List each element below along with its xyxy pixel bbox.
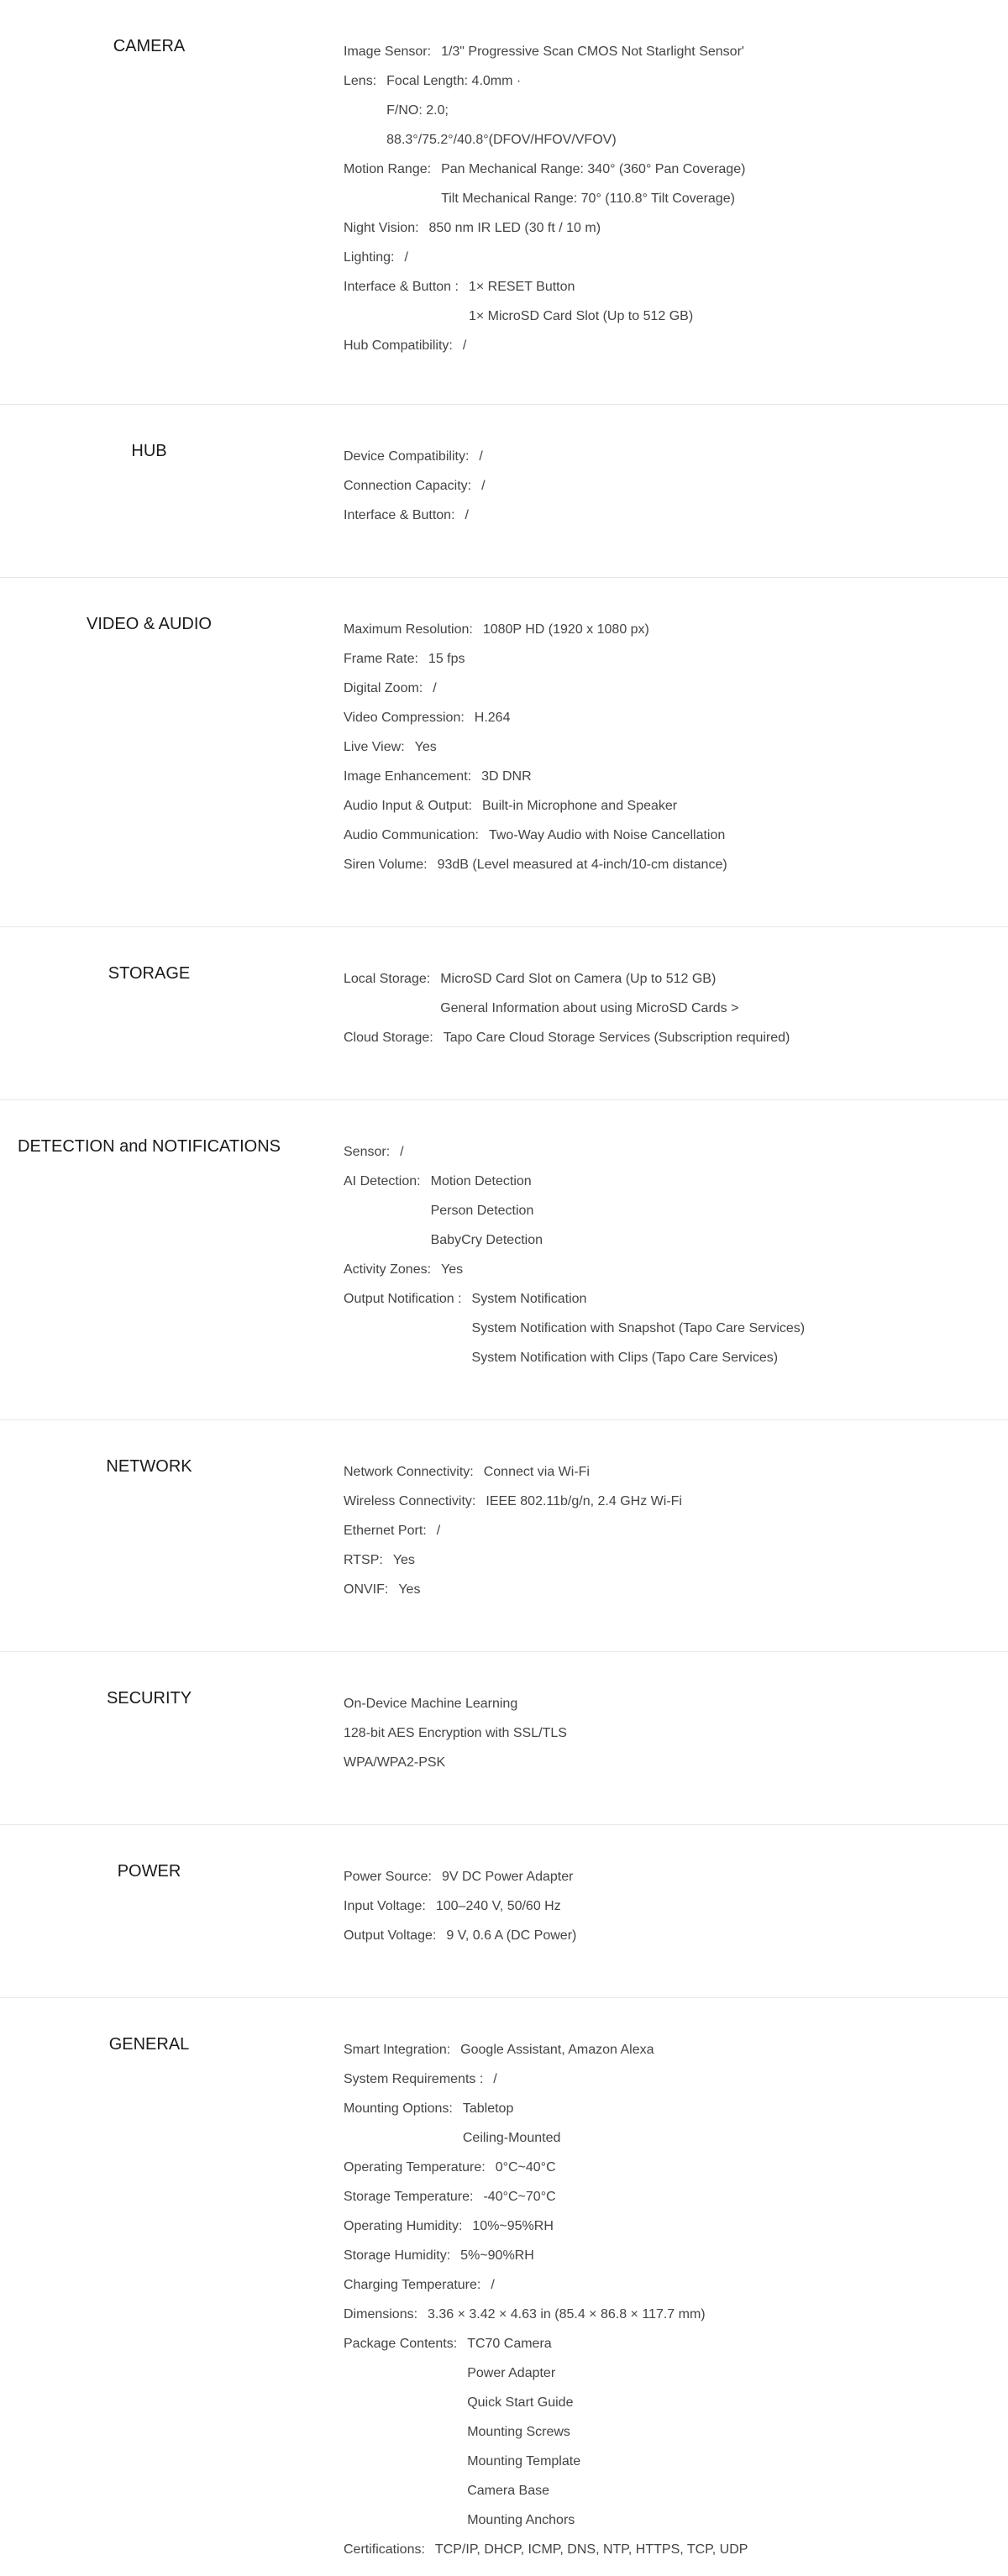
- spec-label: Sensor:: [344, 1145, 391, 1159]
- spec-values: [441, 1255, 463, 1284]
- spec-label: Image Enhancement:: [344, 769, 472, 784]
- spec-values: [441, 37, 744, 66]
- spec-list: [344, 37, 974, 360]
- spec-label: Charging Temperature:: [344, 2278, 481, 2292]
- spec-value: TCP/IP, DHCP, ICMP, DNS, NTP, HTTPS, TCP, UDP: [434, 2542, 748, 2557]
- spec-row-dimensions: [344, 2300, 974, 2329]
- spec-value: 93dB (Level measured at 4-inch/10-cm distance): [437, 858, 727, 872]
- spec-values: [428, 644, 465, 674]
- section-camera: [0, 0, 1008, 405]
- spec-values: [386, 66, 617, 155]
- spec-row-input-voltage: [344, 1891, 974, 1921]
- section-title: SECURITY: [106, 1689, 192, 1708]
- spec-row-video-compression: [344, 703, 974, 732]
- spec-row-operating-humidity: [344, 2211, 974, 2241]
- spec-value: Camera Base: [467, 2484, 550, 2498]
- spec-row-system-requirements: [344, 2064, 974, 2094]
- spec-values: [484, 1457, 590, 1487]
- spec-row-frame-rate: [344, 644, 974, 674]
- spec-label: Frame Rate:: [344, 652, 418, 666]
- spec-row-local-storage: [344, 964, 974, 1023]
- spec-label: RTSP:: [344, 1553, 383, 1567]
- spec-values: [472, 1284, 806, 1372]
- section-title: HUB: [131, 442, 167, 460]
- spec-value: Tilt Mechanical Range: 70° (110.8° Tilt Coverage): [441, 191, 735, 206]
- spec-row-siren-volume: [344, 850, 974, 879]
- spec-value: /: [436, 1524, 441, 1538]
- spec-label: Output Voltage:: [344, 1928, 437, 1943]
- spec-values: [479, 442, 482, 471]
- spec-value: Yes: [398, 1582, 421, 1597]
- spec-value: Pan Mechanical Range: 340° (360° Pan Coverage): [441, 162, 746, 176]
- spec-row-output-voltage: [344, 1921, 974, 1950]
- spec-values: [393, 1545, 415, 1575]
- spec-row-sensor: [344, 1137, 974, 1167]
- spec-values: [483, 2182, 555, 2211]
- spec-label: Local Storage:: [344, 972, 431, 986]
- spec-row-live-view: [344, 732, 974, 762]
- spec-row-wireless-connectivity: [344, 1487, 974, 1516]
- spec-list: [344, 442, 974, 530]
- spec-row-network-connectivity: [344, 1457, 974, 1487]
- spec-value: 1× MicroSD Card Slot (Up to 512 GB): [468, 309, 694, 323]
- spec-row-package-contents: [344, 2329, 974, 2535]
- spec-label: Video Compression:: [344, 711, 465, 725]
- spec-value: /: [479, 449, 483, 464]
- spec-value: 9V DC Power Adapter: [441, 1870, 574, 1884]
- spec-value: /: [400, 1145, 404, 1159]
- spec-label: Network Connectivity:: [344, 1465, 474, 1479]
- spec-label: Ethernet Port:: [344, 1524, 427, 1538]
- spec-label: ONVIF:: [344, 1582, 389, 1597]
- spec-row-image-sensor: [344, 37, 974, 66]
- spec-label: Output Notification :: [344, 1292, 462, 1306]
- spec-values: [429, 213, 601, 243]
- spec-label: Power Source:: [344, 1870, 432, 1884]
- spec-values: [400, 1137, 403, 1167]
- spec-label: Activity Zones:: [344, 1262, 432, 1277]
- spec-value: Power Adapter: [467, 2366, 556, 2380]
- spec-value: Connect via Wi-Fi: [483, 1465, 590, 1479]
- spec-value: System Notification with Clips (Tapo Care Services): [471, 1351, 779, 1365]
- spec-row-interface-button: [344, 501, 974, 530]
- spec-value: /: [462, 338, 467, 353]
- section-storage: [0, 927, 1008, 1100]
- spec-row-audio-communication: [344, 821, 974, 850]
- section-network: [0, 1420, 1008, 1652]
- spec-label: Package Contents:: [344, 2337, 458, 2351]
- spec-row-mounting-options: [344, 2094, 974, 2153]
- section-detection-notifications: [0, 1100, 1008, 1420]
- spec-value: /: [404, 250, 408, 265]
- spec-value: 1080P HD (1920 x 1080 px): [482, 622, 649, 637]
- spec-value: Two-Way Audio with Noise Cancellation: [488, 828, 726, 842]
- spec-row-image-enhancement: [344, 762, 974, 791]
- spec-label: Night Vision:: [344, 221, 419, 235]
- spec-label: Storage Humidity:: [344, 2248, 451, 2263]
- section-title: DETECTION and NOTIFICATIONS: [18, 1137, 281, 1156]
- spec-value: /: [493, 2072, 497, 2086]
- spec-value: MicroSD Card Slot on Camera (Up to 512 GB): [440, 972, 717, 986]
- spec-value: Yes: [414, 740, 437, 754]
- spec-value: Motion Detection: [430, 1174, 532, 1188]
- spec-values: [433, 674, 436, 703]
- spec-value: Tapo Care Cloud Storage Services (Subscription required): [443, 1031, 790, 1045]
- spec-value: Ceiling-Mounted: [462, 2131, 561, 2145]
- section-title: STORAGE: [108, 964, 191, 983]
- spec-value: Mounting Screws: [467, 2425, 570, 2439]
- spec-value: Yes: [441, 1262, 464, 1277]
- spec-value: 3D DNR: [481, 769, 532, 784]
- spec-value: 850 nm IR LED (30 ft / 10 m): [428, 221, 601, 235]
- spec-values: [463, 331, 466, 360]
- spec-label: Hub Compatibility:: [344, 338, 453, 353]
- spec-row-motion-range: [344, 155, 974, 213]
- spec-row-audio-input-output: [344, 791, 974, 821]
- section-title: NETWORK: [106, 1457, 192, 1476]
- spec-row-certifications: [344, 2535, 974, 2564]
- spec-value: F/NO: 2.0;: [386, 103, 449, 118]
- spec-row-ethernet-port: [344, 1516, 974, 1545]
- spec-label: Dimensions:: [344, 2307, 418, 2322]
- spec-values: [438, 850, 727, 879]
- spec-label: Input Voltage:: [344, 1899, 426, 1913]
- spec-label: Siren Volume:: [344, 858, 428, 872]
- spec-label: Image Sensor:: [344, 45, 432, 59]
- spec-value: System Notification: [471, 1292, 587, 1306]
- spec-list: [344, 2035, 974, 2564]
- spec-row-lens: [344, 66, 974, 155]
- section-video-audio: [0, 578, 1008, 927]
- spec-row-interface-button: [344, 272, 974, 331]
- spec-value: TC70 Camera: [467, 2337, 552, 2351]
- spec-list: [344, 1862, 974, 1950]
- spec-values: [482, 791, 677, 821]
- spec-value: 9 V, 0.6 A (DC Power): [446, 1928, 577, 1943]
- spec-values: [415, 732, 437, 762]
- section-general: [0, 1998, 1008, 2576]
- spec-values: [398, 1575, 420, 1604]
- spec-row-storage-temperature: [344, 2182, 974, 2211]
- spec-value: 3.36 × 3.42 × 4.63 in (85.4 × 86.8 × 117.7 mm): [428, 2307, 706, 2322]
- spec-values: [481, 762, 532, 791]
- spec-values: [463, 2094, 561, 2153]
- spec-row-rtsp: [344, 1545, 974, 1575]
- spec-row-smart-integration: [344, 2035, 974, 2064]
- section-title: GENERAL: [108, 2035, 190, 2054]
- spec-value: Mounting Template: [467, 2454, 581, 2468]
- spec-row-cloud-storage: [344, 1023, 974, 1052]
- spec-value: 1× RESET Button: [468, 280, 575, 294]
- security-feature: On-Device Machine Learning: [344, 1697, 518, 1711]
- spec-values: [441, 155, 745, 213]
- spec-values: [467, 2329, 580, 2535]
- spec-label: Connection Capacity:: [344, 479, 472, 493]
- spec-label: Smart Integration:: [344, 2043, 451, 2057]
- spec-row-maximum-resolution: [344, 615, 974, 644]
- spec-label: Digital Zoom:: [344, 681, 423, 695]
- spec-values: [483, 615, 649, 644]
- spec-row-device-compatibility: [344, 442, 974, 471]
- spec-row-power-source: [344, 1862, 974, 1891]
- spec-values: [405, 243, 408, 272]
- spec-label: Certifications:: [344, 2542, 425, 2557]
- spec-values: [493, 2064, 496, 2094]
- spec-values: [472, 2211, 554, 2241]
- spec-values: [431, 1167, 543, 1255]
- spec-value: 1/3" Progressive Scan CMOS Not Starlight Sensor': [441, 45, 744, 59]
- spec-values: [469, 272, 693, 331]
- spec-value: 0°C~40°C: [495, 2160, 556, 2175]
- spec-value: 88.3°/75.2°/40.8°(DFOV/HFOV/VFOV): [386, 133, 617, 147]
- spec-row-lighting: [344, 243, 974, 272]
- spec-list: [344, 1689, 974, 1777]
- spec-values: [486, 1487, 682, 1516]
- spec-row-ai-detection: [344, 1167, 974, 1255]
- section-security: [0, 1652, 1008, 1825]
- spec-values: [465, 501, 469, 530]
- spec-value: 10%~95%RH: [472, 2219, 554, 2233]
- spec-label: AI Detection:: [344, 1174, 421, 1188]
- spec-value: 15 fps: [428, 652, 465, 666]
- spec-list: [344, 1137, 974, 1372]
- spec-value: BabyCry Detection: [430, 1233, 543, 1247]
- spec-label: Motion Range:: [344, 162, 432, 176]
- spec-value: Mounting Anchors: [467, 2513, 575, 2527]
- spec-label: System Requirements :: [344, 2072, 484, 2086]
- spec-value: System Notification with Snapshot (Tapo Care Services): [471, 1321, 806, 1335]
- spec-label: Lighting:: [344, 250, 395, 265]
- spec-values: [460, 2035, 654, 2064]
- spec-values: [444, 1023, 790, 1052]
- spec-list: [344, 1457, 974, 1604]
- spec-values: [446, 1921, 576, 1950]
- spec-label: Wireless Connectivity:: [344, 1494, 476, 1508]
- spec-label: Maximum Resolution:: [344, 622, 473, 637]
- spec-value: Google Assistant, Amazon Alexa: [460, 2043, 654, 2057]
- spec-label: Device Compatibility:: [344, 449, 470, 464]
- security-feature: WPA/WPA2-PSK: [344, 1755, 446, 1770]
- spec-label: Operating Temperature:: [344, 2160, 486, 2175]
- section-title: VIDEO & AUDIO: [87, 615, 212, 633]
- section-power: [0, 1825, 1008, 1998]
- spec-value: Focal Length: 4.0mm ·: [386, 74, 522, 88]
- section-title: POWER: [117, 1862, 181, 1881]
- spec-label: Live View:: [344, 740, 405, 754]
- spec-value: /: [465, 508, 469, 522]
- spec-row-activity-zones: [344, 1255, 974, 1284]
- spec-label: Cloud Storage:: [344, 1031, 433, 1045]
- spec-value: Person Detection: [430, 1204, 534, 1218]
- spec-row-storage-humidity: [344, 2241, 974, 2270]
- security-feature: 128-bit AES Encryption with SSL/TLS: [344, 1726, 567, 1740]
- spec-value: Quick Start Guide: [467, 2395, 574, 2410]
- spec-label: Lens:: [344, 74, 377, 88]
- spec-values: [428, 2300, 706, 2329]
- spec-values: [437, 1516, 440, 1545]
- spec-values: [440, 964, 738, 1023]
- spec-row-night-vision: [344, 213, 974, 243]
- spec-value: Built-in Microphone and Speaker: [482, 799, 678, 813]
- spec-row-hub-compatibility: [344, 331, 974, 360]
- spec-label: Interface & Button:: [344, 508, 455, 522]
- spec-label: Interface & Button :: [344, 280, 459, 294]
- spec-values: [489, 821, 725, 850]
- spec-value: /: [481, 479, 486, 493]
- spec-values: [475, 703, 511, 732]
- spec-row-output-notification: [344, 1284, 974, 1372]
- spec-value: 100–240 V, 50/60 Hz: [435, 1899, 561, 1913]
- spec-values: [481, 471, 485, 501]
- spec-values: [496, 2153, 556, 2182]
- spec-value: -40°C~70°C: [483, 2190, 556, 2204]
- spec-value: IEEE 802.11b/g/n, 2.4 GHz Wi-Fi: [486, 1494, 682, 1508]
- spec-values: [442, 1862, 574, 1891]
- spec-label: Operating Humidity:: [344, 2219, 463, 2233]
- spec-value: /: [433, 681, 437, 695]
- spec-value: 5%~90%RH: [460, 2248, 534, 2263]
- spec-value: Yes: [392, 1553, 415, 1567]
- spec-label: Audio Communication:: [344, 828, 479, 842]
- spec-list: [344, 615, 974, 879]
- spec-row-operating-temperature: [344, 2153, 974, 2182]
- spec-value: H.264: [474, 711, 511, 725]
- spec-row-digital-zoom: [344, 674, 974, 703]
- section-title: CAMERA: [113, 37, 186, 55]
- spec-row-connection-capacity: [344, 471, 974, 501]
- spec-label: Mounting Options:: [344, 2101, 453, 2116]
- spec-value: /: [491, 2278, 495, 2292]
- spec-label: Audio Input & Output:: [344, 799, 472, 813]
- spec-values: [435, 2535, 748, 2564]
- spec-values: [436, 1891, 561, 1921]
- spec-values: [491, 2270, 494, 2300]
- microsd-info-link[interactable]: General Information about using MicroSD Cards >: [440, 1001, 739, 1015]
- spec-list: [344, 964, 974, 1052]
- spec-values: [460, 2241, 534, 2270]
- spec-row-charging-temperature: [344, 2270, 974, 2300]
- spec-row-onvif: [344, 1575, 974, 1604]
- spec-label: Storage Temperature:: [344, 2190, 474, 2204]
- section-hub: [0, 405, 1008, 578]
- spec-value: Tabletop: [462, 2101, 514, 2116]
